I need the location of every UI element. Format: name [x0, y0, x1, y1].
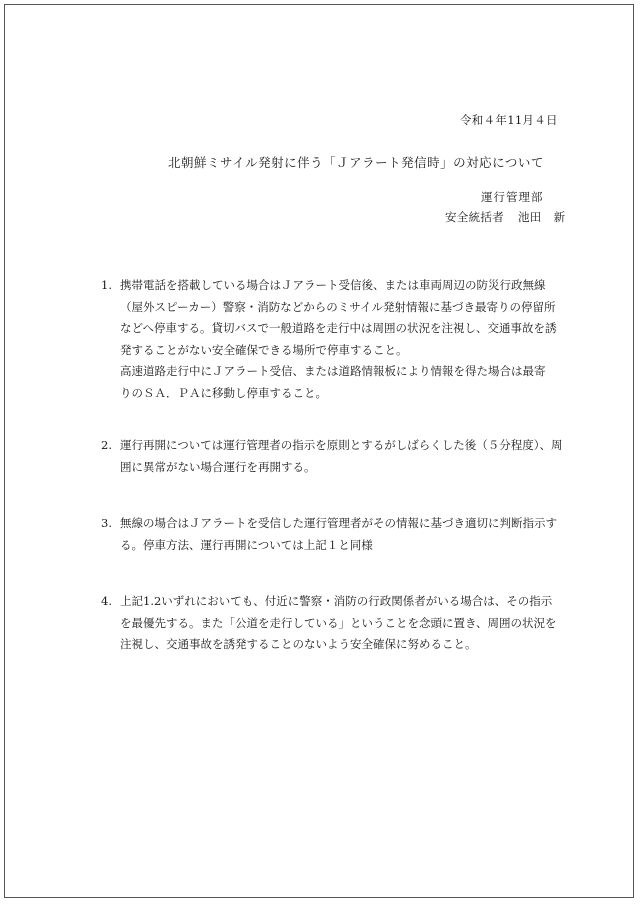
list-item — [101, 513, 571, 556]
item-number: 4. — [101, 594, 112, 608]
document-date: 令和４年11月４日 — [460, 113, 558, 127]
list-item — [101, 275, 571, 404]
item-line: 発することがない安全確保できる場所で停車すること。 — [120, 342, 408, 357]
item-line: 囲に異常がない場合運行を再開する。 — [120, 459, 316, 474]
issuing-department: 運行管理部 — [481, 190, 544, 204]
item-body — [120, 513, 571, 556]
item-line: （屋外スピーカー）警察・消防などからのミサイル発射情報に基づき最寄りの停留所 — [120, 299, 556, 314]
item-body — [120, 275, 571, 404]
item-line: などへ停車する。貸切バスで一般道路を走行中は周囲の状況を注視し、交通事故を誘 — [120, 321, 557, 335]
item-line: りのＳＡ．ＰＡに移動し停車すること。 — [120, 385, 327, 400]
author-role: 安全統括者 — [445, 210, 504, 224]
item-line: 携帯電話を搭載している場合はＪアラート受信後、または車両周辺の防災行政無線 — [120, 278, 546, 292]
item-line: 高速道路走行中にＪアラート受信、または道路情報板により情報を得た場合は最寄 — [120, 364, 546, 378]
item-number: 3. — [101, 516, 112, 530]
item-number: 2. — [101, 438, 112, 452]
item-body — [120, 435, 571, 478]
item-line: 無線の場合はＪアラートを受信した運行管理者がその情報に基づき適切に判断指示す — [120, 516, 557, 530]
item-line: 運行再開については運行管理者の指示を原則とするがしばらくした後（５分程度）、周 — [120, 438, 563, 452]
document-page — [4, 4, 634, 898]
item-line: 注視し、交通事故を誘発することのないよう安全確保に努めること。 — [120, 637, 477, 651]
document-author — [445, 209, 565, 225]
item-line: る。停車方法、運行再開については上記１と同様 — [120, 537, 373, 552]
list-item — [101, 435, 571, 478]
item-line: を最優先する。また「公道を走行している」ということを念頭に置き、周囲の状況を — [120, 615, 557, 630]
item-body — [120, 591, 571, 656]
item-line: 上記1.2いずれにおいても、付近に警察・消防の行政関係者がいる場合は、その指示 — [120, 594, 553, 608]
list-item — [101, 591, 571, 656]
author-given-name: 新 — [553, 210, 566, 224]
document-title: 北朝鮮ミサイル発射に伴う「Ｊアラート発信時」の対応について — [168, 155, 544, 170]
item-number: 1. — [101, 278, 112, 292]
author-family-name: 池田 — [518, 210, 542, 224]
